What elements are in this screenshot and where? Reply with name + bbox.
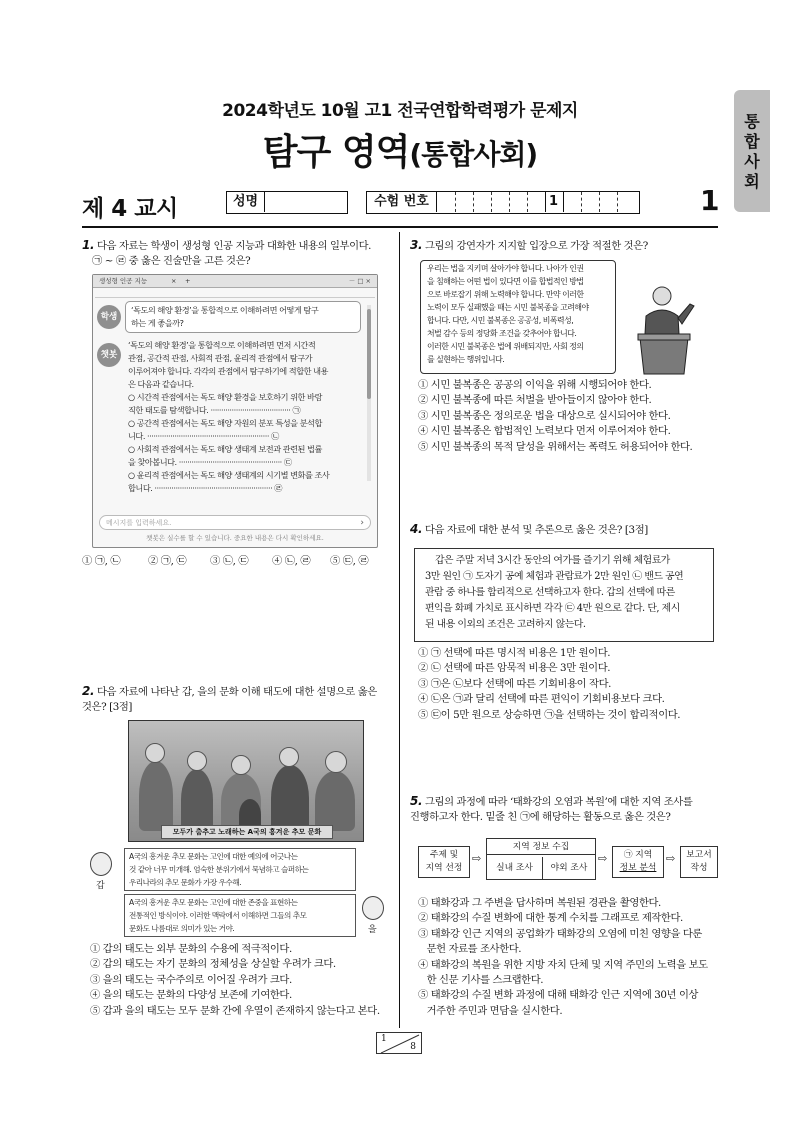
chatbot-line: 을 찾아봅니다. ················································· ㉢ (128, 457, 292, 467)
q2-option-1[interactable]: ① 갑의 태도는 외부 문화의 수용에 적극적이다. (90, 943, 292, 955)
q5-option-1[interactable]: ① 태화강과 그 주변을 답사하며 복원된 경관을 촬영한다. (418, 897, 661, 909)
q4-scenario-line: 3만 원인 ㉠ 도자기 공예 체험과 관람료가 2만 원인 ㉡ 밴드 공연 (425, 571, 684, 582)
q3-stem-text: 그림의 강연자가 지지할 입장으로 가장 적절한 것은? (424, 240, 648, 252)
column-divider (399, 232, 400, 1028)
student-message-line: 하는 게 좋을까? (131, 318, 184, 328)
q3-option-3[interactable]: ③ 시민 불복종은 정의로운 법을 대상으로 실시되어야 한다. (418, 409, 671, 422)
q1-option-2[interactable]: ② ㉠, ㉢ (148, 555, 187, 567)
subject-side-tab-label: 통합사회 (744, 112, 760, 191)
exam-number-cell (509, 192, 510, 212)
q2-option-2[interactable]: ② 갑의 태도는 자기 문화의 정체성을 상실할 우려가 크다. (90, 958, 336, 971)
flow-step-topic-line: 주제 및 (429, 850, 459, 860)
exam-number-cell (599, 192, 600, 212)
exam-number-cell (455, 192, 456, 212)
q1-stem-line2: ㉠ ~ ㉣ 중 옳은 진술만을 고른 것은? (92, 255, 251, 267)
flow-step-report (680, 846, 718, 878)
flow-step-topic (418, 846, 470, 878)
flow-step-indoor: 실내 조사 (487, 857, 543, 879)
dancer-head (187, 751, 207, 771)
elder-head (325, 751, 347, 773)
lecturer-speech-box (420, 260, 616, 374)
q1-option-4[interactable]: ④ ㉡, ㉣ (272, 555, 311, 567)
window-controls-icon[interactable]: － □ × (348, 277, 371, 285)
q4-option-5[interactable]: ⑤ ㉢이 5만 원으로 상승하면 ㉠을 선택하는 것이 합리적이다. (418, 708, 681, 721)
chatbot-line: ○ 윤리적 관점에서는 독도 해양 생태계의 시기별 변화를 조사 (128, 470, 330, 480)
q5-option-4[interactable]: ④ 태화강의 복원을 위한 지방 자치 단체 및 지역 주민의 노력을 보도 (418, 958, 708, 971)
q1-stem (82, 238, 394, 269)
q5-option-3[interactable]: ③ 태화강 인근 지역의 공업화가 태화강의 오염에 미친 영향을 다룬 (418, 927, 702, 940)
q3-number: 3. (410, 238, 423, 252)
q1-option-5[interactable]: ⑤ ㉢, ㉣ (330, 555, 369, 567)
exam-title-main: 탐구 영역 (262, 132, 410, 173)
chatbot-avatar: 챗봇 (97, 343, 121, 367)
woman-head (231, 755, 251, 775)
q2-number: 2. (82, 684, 95, 698)
gap-speech-bubble (124, 848, 356, 891)
q4-option-2[interactable]: ② ㉡ 선택에 따른 암묵적 비용은 3만 원이다. (418, 662, 611, 675)
flow-step-analysis (612, 846, 664, 878)
flow-step-report-line: 보고서 (686, 850, 712, 860)
flow-step-collect (486, 838, 596, 880)
exam-number-cell (563, 192, 564, 212)
lecturer-speech-line: 노력이 모두 실패했을 때는 시민 불복종을 고려해야 (427, 303, 589, 312)
eul-label: 을 (368, 925, 377, 935)
chat-window (92, 274, 378, 548)
chat-scrollbar[interactable] (367, 305, 371, 481)
q3-options (418, 378, 718, 455)
page-indicator (376, 1032, 422, 1054)
exam-number-label: 수험 번호 (367, 192, 437, 212)
chatbot-line: 니다. ·························································· ㉡ (128, 431, 279, 441)
exam-number-cell (617, 192, 618, 212)
elder-figure (315, 771, 355, 831)
q4-options (418, 646, 718, 723)
arrow-right-icon: ⇨ (666, 852, 676, 865)
eul-speech-line: 문화도 나름대로 의미가 있는 거야. (129, 924, 235, 933)
flow-step-report-line: 작성 (690, 863, 708, 873)
name-label: 성명 (227, 192, 265, 212)
page-number: 1 (700, 184, 720, 217)
q5-options (418, 896, 718, 1019)
lecturer-illustration (626, 282, 702, 376)
flow-step-collect-title: 지역 정보 수집 (487, 839, 595, 855)
chatbot-line: ○ 시간적 관점에서는 독도 해양 환경을 보호하기 위한 바람 (128, 392, 322, 402)
address-bar[interactable] (95, 289, 375, 298)
page-current: 1 (381, 1034, 387, 1044)
period-label: 제 4 교시 (82, 196, 178, 222)
arrow-right-icon: ⇨ (472, 852, 482, 865)
q2-stem-line2: 것은? [3점] (82, 701, 133, 713)
exam-title (0, 124, 800, 175)
chat-disclaimer: 챗봇은 실수를 할 수 있습니다. 중요한 내용은 다시 확인하세요. (146, 534, 324, 542)
name-field[interactable] (226, 191, 348, 214)
gap-speech-line: 우리나라의 추모 문화가 가장 우수해. (129, 878, 242, 887)
chatbot-line: ‘독도의 해양 환경’을 통합적으로 이해하려면 먼저 시간적 (128, 340, 316, 350)
q3-option-1[interactable]: ① 시민 불복종은 공공의 이익을 위해 시행되어야 한다. (418, 379, 652, 391)
dancer-figure (181, 769, 213, 831)
q1-number: 1. (82, 238, 95, 252)
q5-stem (410, 794, 722, 825)
q4-stem (410, 522, 722, 538)
q4-number: 4. (410, 522, 423, 536)
q4-stem-text: 다음 자료에 대한 분석 및 추론으로 옳은 것은? [3점] (424, 524, 648, 536)
chat-scrollbar-thumb[interactable] (367, 309, 371, 399)
q3-option-2[interactable]: ② 시민 불복종에 따른 처벌을 받아들이지 않아야 한다. (418, 394, 652, 407)
eul-speech-line: 전통적인 방식이야. 이러한 맥락에서 이해하면 그들의 추모 (129, 911, 307, 920)
student-message-line: ‘독도의 해양 환경’을 통합적으로 이해하려면 어떻게 탐구 (131, 305, 319, 315)
q1-option-1[interactable]: ① ㉠, ㉡ (82, 555, 121, 567)
chat-tab-title: 생성형 인공 지능 (99, 277, 148, 285)
illustration-caption: 모두가 춤추고 노래하는 A국의 흥겨운 추모 문화 (161, 825, 333, 839)
chatbot-line: ○ 사회적 관점에서는 독도 해양 생태계 보전과 관련된 법률 (128, 444, 322, 454)
man-head (279, 747, 299, 767)
exam-number-digit: 1 (549, 194, 559, 209)
exam-number-cell (581, 192, 582, 212)
q4-scenario-line: 된 내용 이외의 조건은 고려하지 않는다. (425, 619, 586, 630)
student-message (125, 301, 361, 333)
gap-speech-line: A국의 흥겨운 추모 문화는 고인에 대한 예의에 어긋나는 (129, 852, 298, 861)
lecturer-speech-line: 를 실현하는 행위입니다. (427, 355, 505, 364)
message-input[interactable] (99, 515, 371, 530)
exam-number-cell (545, 192, 546, 212)
q5-option-5-cont: 거주한 주민과 면담을 실시한다. (418, 1004, 563, 1017)
arrow-right-icon: ⇨ (598, 852, 608, 865)
lecturer-speech-line: 처벌 감수 등의 정당화 조건을 갖추어야 합니다. (427, 329, 577, 338)
q5-stem-line2: 진행하고자 한다. 밑줄 친 ㉠에 해당하는 활동으로 옳은 것은? (410, 811, 671, 823)
q3-option-4[interactable]: ④ 시민 불복종은 합법적인 노력보다 먼저 이루어져야 한다. (418, 425, 671, 438)
eul-speech-bubble (124, 894, 356, 937)
chat-tab[interactable] (93, 275, 377, 288)
q2-options (90, 942, 396, 1019)
research-flow-diagram (418, 838, 718, 888)
q5-option-5[interactable]: ⑤ 태화강의 수질 변화 과정에 대해 태화강 인근 지역에 30년 이상 (418, 989, 699, 1002)
eul-speech-line: A국의 흥겨운 추모 문화는 고인에 대한 존중을 표현하는 (129, 898, 298, 907)
exam-number-cell (527, 192, 528, 212)
gap-speech-line: 것 같아 너무 미개해. 엄숙한 분위기에서 묵념하고 슬퍼하는 (129, 865, 309, 874)
q4-scenario-box (414, 548, 714, 642)
eul-face-icon (362, 896, 384, 920)
new-tab-icon[interactable]: + (185, 277, 191, 285)
gap-face-icon (90, 852, 112, 876)
funeral-festival-illustration (128, 720, 364, 842)
q4-option-3[interactable]: ③ ㉠은 ㉡보다 선택에 따른 기회비용이 작다. (418, 677, 612, 690)
q2-stem (82, 684, 394, 715)
lecturer-speech-line: 우리는 법을 지키며 살아가야 합니다. 나아가 인권 (427, 264, 584, 273)
q3-option-5[interactable]: ⑤ 시민 불복종의 목적 달성을 위해서는 폭력도 허용되어야 한다. (418, 440, 693, 453)
q2-option-3[interactable]: ③ 을의 태도는 국수주의로 이어질 우려가 크다. (90, 973, 292, 986)
lecturer-speech-line: 이러한 시민 불복종은 법에 위배되지만, 사회 정의 (427, 342, 584, 351)
page-total: 8 (410, 1042, 416, 1052)
q2-option-4[interactable]: ④ 을의 태도는 문화의 다양성 보존에 기여한다. (90, 989, 292, 1002)
chatbot-message (125, 337, 365, 509)
subject-side-tab (734, 90, 770, 212)
exam-number-cell (473, 192, 474, 212)
student-avatar: 학생 (97, 305, 121, 329)
q5-option-3-cont: 문헌 자료를 조사한다. (418, 943, 522, 956)
q4-option-1[interactable]: ① ㉠ 선택에 따른 명시적 비용은 1만 원이다. (418, 647, 611, 659)
flow-step-analysis-line: ㉠ 지역 (623, 850, 653, 860)
man-figure (271, 765, 309, 831)
exam-number-cell (491, 192, 492, 212)
flow-step-analysis-line: 정보 분석 (619, 863, 657, 873)
placeholder-text: 메시지를 입력하세요. (106, 519, 172, 527)
lecturer-speech-line: 으로 바로잡기 위해 노력해야 합니다. 만약 이러한 (427, 290, 584, 299)
q5-number: 5. (410, 794, 423, 808)
chatbot-line: 직한 태도를 탐색합니다. ······································ ㉠ (128, 405, 301, 415)
header-rule (82, 226, 718, 228)
exam-subtitle: 2024학년도 10월 고1 전국연합학력평가 문제지 (222, 101, 578, 121)
lecturer-speech-line: 합니다. 다만, 시민 불복종은 공공성, 비폭력성, (427, 316, 574, 325)
musician-figure (139, 761, 173, 831)
q4-option-4[interactable]: ④ ㉡은 ㉠과 달리 선택에 따른 편익이 기회비용보다 크다. (418, 693, 665, 706)
chatbot-line: 이루어져야 합니다. 각각의 관점에서 탐구하기에 적합한 내용 (128, 366, 328, 376)
exam-title-paren: (통합사회) (409, 138, 538, 171)
q4-scenario-line: 편익을 화폐 가치로 표시하면 각각 ㉢ 4만 원으로 같다. 단, 제시 (425, 603, 680, 614)
send-icon[interactable]: › (360, 518, 364, 528)
exam-number-field[interactable] (366, 191, 640, 214)
gap-label: 갑 (96, 881, 105, 891)
q5-stem-line1: 그림의 과정에 따라 ‘태화강의 오염과 복원’에 대한 지역 조사를 (424, 796, 693, 808)
q2-stem-line1: 다음 자료에 나타난 갑, 을의 문화 이해 태도에 대한 설명으로 옳은 (96, 686, 377, 698)
lecturer-speech-line: 을 침해하는 어떤 법이 있다면 이를 합법적인 방법 (427, 277, 584, 286)
chatbot-line: ○ 공간적 관점에서는 독도 해양 자원의 분포 특성을 분석합 (128, 418, 322, 428)
chatbot-line: 합니다. ························································ ㉣ (128, 483, 282, 493)
q3-stem (410, 238, 722, 254)
q2-option-5[interactable]: ⑤ 갑과 을의 태도는 모두 문화 간에 우열이 존재하지 않는다고 본다. (90, 1004, 380, 1017)
q5-option-2[interactable]: ② 태화강의 수질 변화에 대한 통계 수치를 그래프로 제작한다. (418, 912, 683, 925)
flow-step-outdoor: 야외 조사 (550, 863, 588, 873)
flow-step-topic-line: 지역 선정 (425, 863, 463, 873)
q5-option-4-cont: 한 신문 기사를 스크랩한다. (418, 974, 544, 987)
q4-scenario-line: 관람 중 하나를 합리적으로 선택하고자 한다. 갑의 선택에 따른 (425, 587, 675, 598)
chatbot-line: 은 다음과 같습니다. (128, 379, 194, 389)
q1-option-3[interactable]: ③ ㉡, ㉢ (210, 555, 249, 567)
close-icon[interactable]: × (171, 277, 177, 285)
q1-stem-line1: 다음 자료는 학생이 생성형 인공 지능과 대화한 내용의 일부이다. (96, 240, 372, 252)
chatbot-line: 관점, 공간적 관점, 사회적 관점, 윤리적 관점에서 탐구가 (128, 353, 313, 363)
musician-head (145, 743, 165, 763)
q4-scenario-line: 갑은 주말 저녁 3시간 동안의 여가를 즐기기 위해 체험료가 (435, 555, 670, 566)
